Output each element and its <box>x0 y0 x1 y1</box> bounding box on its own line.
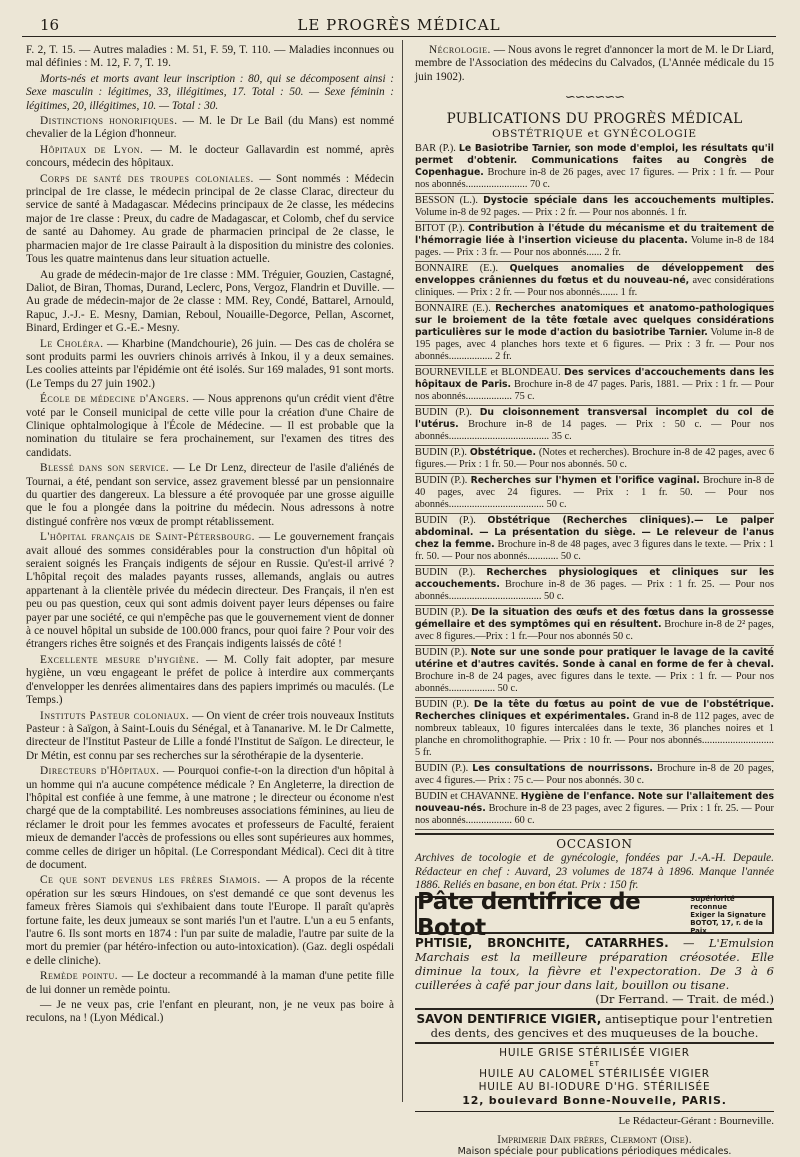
article-heading: L'hôpital français de Saint-Pétersbourg. <box>40 531 255 544</box>
publication-author: BUDIN (P.). <box>415 699 470 711</box>
publication-author: BUDIN et CHAVANNE. <box>415 791 519 803</box>
publication-details: Brochure in-8 de 24 pages, avec figures dans le texte. — Prix : 1 fr. — Pour nos abonnés.................. 50 c. <box>415 671 774 695</box>
publication-details: Brochure in-8 de 20 pages, avec 4 figures.— Prix : 75 c.— Pour nos abonnés. 30 c. <box>415 763 774 787</box>
publication-title: De la tête du fœtus au point de vue de l'obstétrique. Recherches cliniques et expérimentales. <box>415 699 774 723</box>
article-text: — On vient de créer trois nouveaux Instituts Pasteur : à Saïgon, à Saint-Louis du Sénégal, et à Tananarive. M. le Dr Calmette, directeur de l'Institut Pasteur de Lille a fondé l'Institut de Saïgon. Le directeur, le Dr Métin, est connu par ses recherches sur la sérothérapie de la dysenterie. <box>26 709 394 762</box>
publication-author: BITOT (P.). <box>415 223 465 235</box>
pate-note-2: Exiger la Signature <box>690 911 766 920</box>
article-paragraph <box>26 710 394 764</box>
publication-author: BONNAIRE (E.). <box>415 303 491 315</box>
publication-title: De la situation des œufs et des fœtus dans la grossesse gémellaire et des symptômes qui en résultent. <box>415 607 774 631</box>
publication-entry <box>415 514 774 566</box>
phtisie-ad <box>415 936 774 1006</box>
article-text: — M. le docteur Gallavardin est nommé, après concours, médecin des hôpitaux. <box>26 143 395 170</box>
publication-details: Brochure in-8 de 40 pages, avec 24 figures. — Prix : 1 fr. 50. — Pour nos abonnés..................................... 50 c. <box>415 475 775 511</box>
article-paragraph <box>26 44 394 71</box>
publication-details: Brochure in-8 de 26 pages, avec 17 figures. — Prix : 1 fr. — Pour nos abonnés........................ 70 c. <box>415 167 774 191</box>
article-text: Au grade de médecin-major de 1re classe : MM. Tréguier, Gouzien, Castagné, Daliot, de Biran, Thomas, Durand, Leclerc, Pons, Vergoz, Flandrin et Duville. — Au grade de médecin-major de 2e classe : MM. Rey, Condé, Battarel, Arnould, Rapuc, J.-J.- E. Mesny, Damian, Reboul, Nouaille-Degorce, Pellan, Ascornet, Binard, Erdinger et G.-E.- Mesny. <box>26 268 394 335</box>
article-heading: Distinctions honorifiques. <box>40 115 178 128</box>
occasion-ad <box>415 833 774 892</box>
occasion-text: Archives de tocologie et de gynécologie, fondées par J.-A.-H. Depaule. Rédacteur en chef : Auvard, 23 volumes de 1874 à 1896. Manque l'année 1886. Reliés en basane, en bon état. Prix : 150 fr. <box>415 852 774 892</box>
huile-ad <box>415 1044 774 1107</box>
article-paragraph <box>26 654 394 708</box>
publication-entry <box>415 698 774 762</box>
article-paragraph <box>26 73 394 113</box>
publication-title: Des services d'accouchements dans les hôpitaux de Paris. <box>415 367 774 391</box>
article-heading: Hôpitaux de Lyon. <box>40 143 144 156</box>
publication-entry <box>415 762 774 790</box>
phtisie-heading: PHTISIE, BRONCHITE, CATARRHES. <box>415 936 669 951</box>
occasion-title: OCCASION <box>556 837 633 852</box>
publication-details: Volume in-8 de 184 pages. — Prix : 3 fr. — Pour nos abonnés...... 2 fr. <box>415 235 775 259</box>
article-text: — Pourquoi confie-t-on la direction d'un hôpital à un homme qui n'a aucune compétence médicale ? En Angleterre, la direction de l'hôpital est confiée à une femme, à une matrone ; le directeur ou économe n'est chargé que de la comptabilité. Les nombreuses associations féminines, au lieu de réclamer le droit pour les femmes avocates et professeurs de Faculté, feraient mieux de demander l'accès de professions ou elles sont supérieures aux hommes, comme celles de diriger un hôpital. (Le Correspondant Médical). Ceci dit à titre de document. <box>26 765 395 871</box>
imprimerie-line: Imprimerie Daix frères, Clermont (Oise). <box>497 1135 692 1147</box>
publication-entry <box>415 222 774 262</box>
article-paragraph <box>26 115 394 142</box>
publication-details: avec considérations cliniques. — Prix : 2 fr. — Pour nos abonnés....... 1 fr. <box>415 275 774 299</box>
savon-heading: SAVON DENTIFRICE VIGIER, <box>416 1012 602 1027</box>
article-text: — M. le Dr Le Bail (du Mans) est nommé chevalier de la Légion d'honneur. <box>26 115 394 141</box>
article-text: — Le gouvernement français avait alloué des sommes considérables pour la construction d'un hôpital où seraient soignés les Français indigents de séjour en Russie. Qu'est-il arrivé ? L'hôpital reçoit des malades payants russes, allemands, anglais ou autres appartenant à la clientèle privée du médecin directeur. Des Français, il n'en est peu ou pas question, ceux qui sont admis doivent payer leurs dépenses ou faire payer par une société, ce qui n'empêche pas que le gouvernement vient de donner à ce nouvel hôpital un subside de 100.000 francs, pour quoi faire ? Pour voir des étrangers riches être soignés et des Français indigents laissés de côté ! <box>26 531 394 651</box>
article-paragraph <box>26 765 394 872</box>
article-paragraph <box>26 338 394 392</box>
publication-author: BUDIN (P.). <box>415 567 476 579</box>
publication-title: Du cloisonnement transversal incomplet du col de l'utérus. <box>415 407 774 431</box>
pate-botot-ad <box>415 889 774 942</box>
necrologie-paragraph <box>415 44 774 84</box>
publication-author: BUDIN (P.). <box>415 763 469 775</box>
publication-author: BOURNEVILLE et BLONDEAU. <box>415 367 561 379</box>
publication-author: BUDIN (P.). <box>415 515 476 527</box>
publication-details: Brochure in-8 de 2² pages, avec 8 figures.—Prix : 1 fr.—Pour nos abonnés 50 c. <box>415 619 775 643</box>
publication-title: Hygiène de l'enfance. Note sur l'allaitement des nouveau-nés. <box>415 791 774 815</box>
article-text: — Le Dr Lenz, directeur de l'asile d'aliénés de Tournai, a été, pendant son service, assez gravement blessé par un pensionnaire du quartier des dangereux. La blessure a été provoquée par une grosse aiguille que le fou a plongée dans la poitrine du médecin. Nous adressons à notre distingué confrère nos vœux de prompt rétablissement. <box>26 462 394 528</box>
necrologie-heading: Nécrologie. <box>429 44 491 56</box>
article-heading: École de médecine d'Angers. <box>40 393 190 406</box>
publication-entry <box>415 194 774 222</box>
publications-title: PUBLICATIONS DU PROGRÈS MÉDICAL <box>446 111 743 128</box>
publications-subtitle: OBSTÉTRIQUE et GYNÉCOLOGIE <box>492 128 697 141</box>
publication-title: Les consultations de nourrissons. <box>472 763 653 775</box>
publication-title: Quelques anomalies de développement des enveloppes crâniennes du fœtus et du nouveau-né, <box>415 263 774 287</box>
publication-details: (Notes et recherches). Brochure in-8 de 42 pages, avec 6 figures.— Prix : 1 fr. 50.— Pour nos abonnés. 50 c. <box>415 447 775 471</box>
article-paragraph <box>26 970 394 997</box>
article-paragraph <box>26 393 394 460</box>
publication-author: BUDIN (P.). <box>415 447 468 459</box>
maison-line: Maison spéciale pour publications périodiques médicales. <box>457 1146 732 1157</box>
article-paragraph <box>26 531 394 652</box>
pate-note <box>690 895 772 935</box>
pate-note-1: Supériorité reconnue <box>690 895 735 912</box>
right-column <box>402 40 776 1157</box>
article-paragraph <box>26 999 394 1026</box>
article-text: — Nous apprenons qu'un crédit vient d'être voté par le Conseil municipal de cette ville pour la création d'une Chaire de Clinique ophtalmologique à l'École de Médecine. — Il est probable que la nomination du titulaire se fera prochainement, sur l'examen des titres des candidats. <box>26 393 394 459</box>
publication-entry <box>415 566 774 606</box>
publication-details: Brochure in-8 de 47 pages. Paris, 1881. — Prix : 1 fr. — Pour nos abonnés.................. 75 c. <box>415 379 774 403</box>
ornament-divider: ∽∽∽∽∽∽ <box>564 90 625 106</box>
article-heading: Ce que sont devenus les frères Siamois. <box>40 874 261 887</box>
publication-title: Recherches anatomiques et anatomo-pathologiques sur le broiement de la tête fœtale avec quelques considérations particulières sur le mode d'action du basiotribe Tarnier. <box>415 303 774 339</box>
article-heading: Directeurs d'Hôpitaux. <box>40 765 160 778</box>
publication-title: Obstétrique (Recherches cliniques).— Le palper abdominal. — La présentation du siège. — Le releveur de l'anus chez la femme. <box>415 515 774 551</box>
huile-et: ET <box>589 1060 600 1069</box>
article-heading: Instituts Pasteur coloniaux. <box>40 709 190 722</box>
publication-entry <box>415 646 774 698</box>
article-text: — A propos de la récente opération sur les sœurs Hindoues, on s'est demandé ce que sont devenus les fameux frères Siamois qui s'exhibaient dans toute l'Europe. Il paraît qu'après fortune faite, les deux jumeaux se sont mariés l'un et l'autre. L'un a eu 5 enfants, l'autre 6. Ils sont morts en 1874 : l'un par suite de maladie, l'autre par suite de la mort du premier (par hétéro-infection ou auto-intoxication). (Gaz. degli ospédali e delle cliniche). <box>26 874 394 967</box>
article-text: — Le docteur a recommandé à la maman d'une petite fille de lui donner un remède pointu. <box>26 970 394 996</box>
pate-note-3: BOTOT, 17, r. de la Paix <box>690 919 763 936</box>
huile-line-2: HUILE AU CALOMEL STÉRILISÉE VIGIER <box>479 1068 710 1081</box>
pate-name: Pâte dentifrice de Botot <box>417 889 641 942</box>
article-text: — Sont nommés : Médecin principal de 1re classe, le médecin principal de 2e classe Clarac, directeur du service de santé à Madagascar. Médecins principaux de 2e classe, les médecins major de 1re classe : Preux, du cadre de Madagascar, et Colomb, chef du service de santé au Dahomey. Au grade de pharmacien principal de 2e classe, le pharmacien major de 1re classe Pairault à la disposition du ministre des colonies. Tous les quatre maintenus dans leur situation actuelle. <box>26 172 394 266</box>
phtisie-signature: (Dr Ferrand. — Trait. de méd.) <box>595 992 774 1007</box>
article-heading: Corps de santé des troupes coloniales. <box>40 172 254 185</box>
publications-list <box>415 142 774 830</box>
publication-title: Recherches sur l'hymen et l'orifice vaginal. <box>470 475 700 487</box>
publication-details: Volume in-8 de 92 pages. — Prix : 2 fr. — Pour nos abonnés. 1 fr. <box>415 207 687 219</box>
publication-author: BUDIN (P.). <box>415 647 468 659</box>
savon-ad <box>415 1008 774 1044</box>
article-heading: Remède pointu. <box>40 970 119 983</box>
article-text: — Je ne veux pas, crie l'enfant en pleurant, non, je ne veux pas boire à reculons, na ! (Lyon Médical.) <box>26 999 394 1025</box>
left-column <box>22 40 402 1102</box>
publication-title: Contribution à l'étude du mécanisme et du traitement de l'hémorragie liée à l'insertion vicieuse du placenta. <box>415 223 774 247</box>
necrologie-text: — Nous avons le regret d'annoncer la mort de M. le Dr Liard, membre de l'Association des médecins du Calvados, (L'Année médicale du 15 juin 1902). <box>415 44 774 83</box>
article-paragraph <box>26 144 394 171</box>
article-text: — M. Colly fait adopter, par mesure hygiène, un vœu engageant le préfet de police à interdire aux commerçants d'envelopper les denrées alimentaires dans des papiers imprimés ou maculés. (Le Temps.) <box>26 653 394 707</box>
publication-entry <box>415 606 774 646</box>
publication-author: BESSON (L.). <box>415 195 478 207</box>
huile-line-1: HUILE GRISE STÉRILISÉE VIGIER <box>499 1047 690 1060</box>
publication-entry <box>415 142 774 194</box>
publication-entry <box>415 302 774 366</box>
phtisie-text: — L'Emulsion Marchais est la meilleure préparation créosotée. Elle diminue la toux, la fièvre et l'expectoration. De 3 à 6 cuillerées à café par jour dans lait, bouillon ou tisane. <box>415 936 774 993</box>
article-paragraph <box>26 462 394 529</box>
article-heading: Blessé dans son service. <box>40 462 170 475</box>
publication-entry <box>415 406 774 446</box>
huile-line-3: HUILE AU BI-IODURE D'HG. STÉRILISÉE <box>478 1081 711 1094</box>
article-paragraph <box>26 173 394 267</box>
publication-author: BONNAIRE (E.). <box>415 263 499 275</box>
publication-details: Brochure in-8 de 23 pages, avec 2 figures. — Prix : 1 fr. 25. — Pour nos abonnés.................. 60 c. <box>415 803 774 827</box>
publication-details: Brochure in-8 de 36 pages. — Prix : 1 fr. 25. — Pour nos abonnés.................................... 50 c. <box>415 579 774 603</box>
publication-details: Brochure in-8 de 14 pages. — Prix : 50 c. — Pour nos abonnés....................................... 35 c. <box>415 419 775 443</box>
publication-entry <box>415 474 774 514</box>
publication-author: BUDIN (P.). <box>415 407 472 419</box>
article-text: — Kharbine (Mandchourie), 26 juin. — Des cas de choléra se sont produits parmi les ouvriers chinois arrivés à Inkou, il y a deux semaines. Les coolies atteints par l'épidémie ont été isolés. Sur 169 malades, 91 sont morts. (Le Temps du 27 juin 1902.) <box>26 337 394 390</box>
publication-title: Note sur une sonde pour pratiquer le lavage de la cavité utérine et d'autres cavités. Sonde à canal en forme de fer à cheval. <box>415 647 774 671</box>
publication-author: BAR (P.). <box>415 143 456 155</box>
publication-entry <box>415 446 774 474</box>
publication-entry <box>415 790 774 830</box>
publication-details: Volume in-8 de 195 pages, avec 4 planches hors texte et 6 figures. — Prix : 3 fr. — Pour nos abonnés................. 2 fr. <box>415 327 774 363</box>
publication-details: Grand in-8 de 112 pages, avec de nombreux tableaux, 10 figures intercalées dans le texte, 36 planches noires et 1 planche en chromolithographie. — Prix : 10 fr. — Pour nos abonnés............................ 5 fr. <box>415 711 774 759</box>
journal-title: LE PROGRÈS MÉDICAL <box>297 16 501 34</box>
publication-author: BUDIN (P.). <box>415 475 468 487</box>
redacteur-line: Le Rédacteur-Gérant : Bourneville. <box>415 1111 774 1127</box>
article-text: F. 2, T. 15. — Autres maladies : M. 51, F. 59, T. 110. — Maladies inconnues ou mal définies : M. 12, F. 7, T. 19. <box>26 44 394 70</box>
article-text: Morts-nés et morts avant leur inscription : 80, qui se décomposent ainsi : Sexe masculin : légitimes, 33, illégitimes, 17. Total : 50. — Sexe féminin : légitimes, 20, illégitimes, 10. — Total : 30. <box>26 72 394 112</box>
page-number: 16 <box>40 16 60 34</box>
article-heading: Le Choléra. <box>40 337 104 350</box>
publication-author: BUDIN (P.). <box>415 607 468 619</box>
article-heading: Excellente mesure d'hygiène. <box>40 653 200 666</box>
article-paragraph <box>26 874 394 968</box>
huile-address: 12, boulevard Bonne-Nouvelle, PARIS. <box>462 1094 727 1108</box>
page-header <box>22 14 776 37</box>
publication-entry <box>415 262 774 302</box>
savon-text: antiseptique pour l'entretien des dents, des gencives et des muqueuses de la bouche. <box>430 1012 773 1041</box>
publication-title: Recherches physiologiques et cliniques sur les accouchements. <box>415 567 774 591</box>
article-paragraph <box>26 269 394 336</box>
publication-title: Dystocie spéciale dans les accouchements multiples. <box>483 195 775 207</box>
publication-entry <box>415 366 774 406</box>
publication-title: Le Basiotribe Tarnier, son mode d'emploi, les résultats qu'il permet d'obtenir. Communications faites au Congrès de Copenhague. <box>415 143 774 179</box>
publication-title: Obstétrique. <box>469 447 537 459</box>
publication-details: Brochure in-8 de 48 pages, avec 3 figures dans le texte. — Prix : 1 fr. 50. — Pour nos abonnés............ 50 c. <box>415 539 775 563</box>
